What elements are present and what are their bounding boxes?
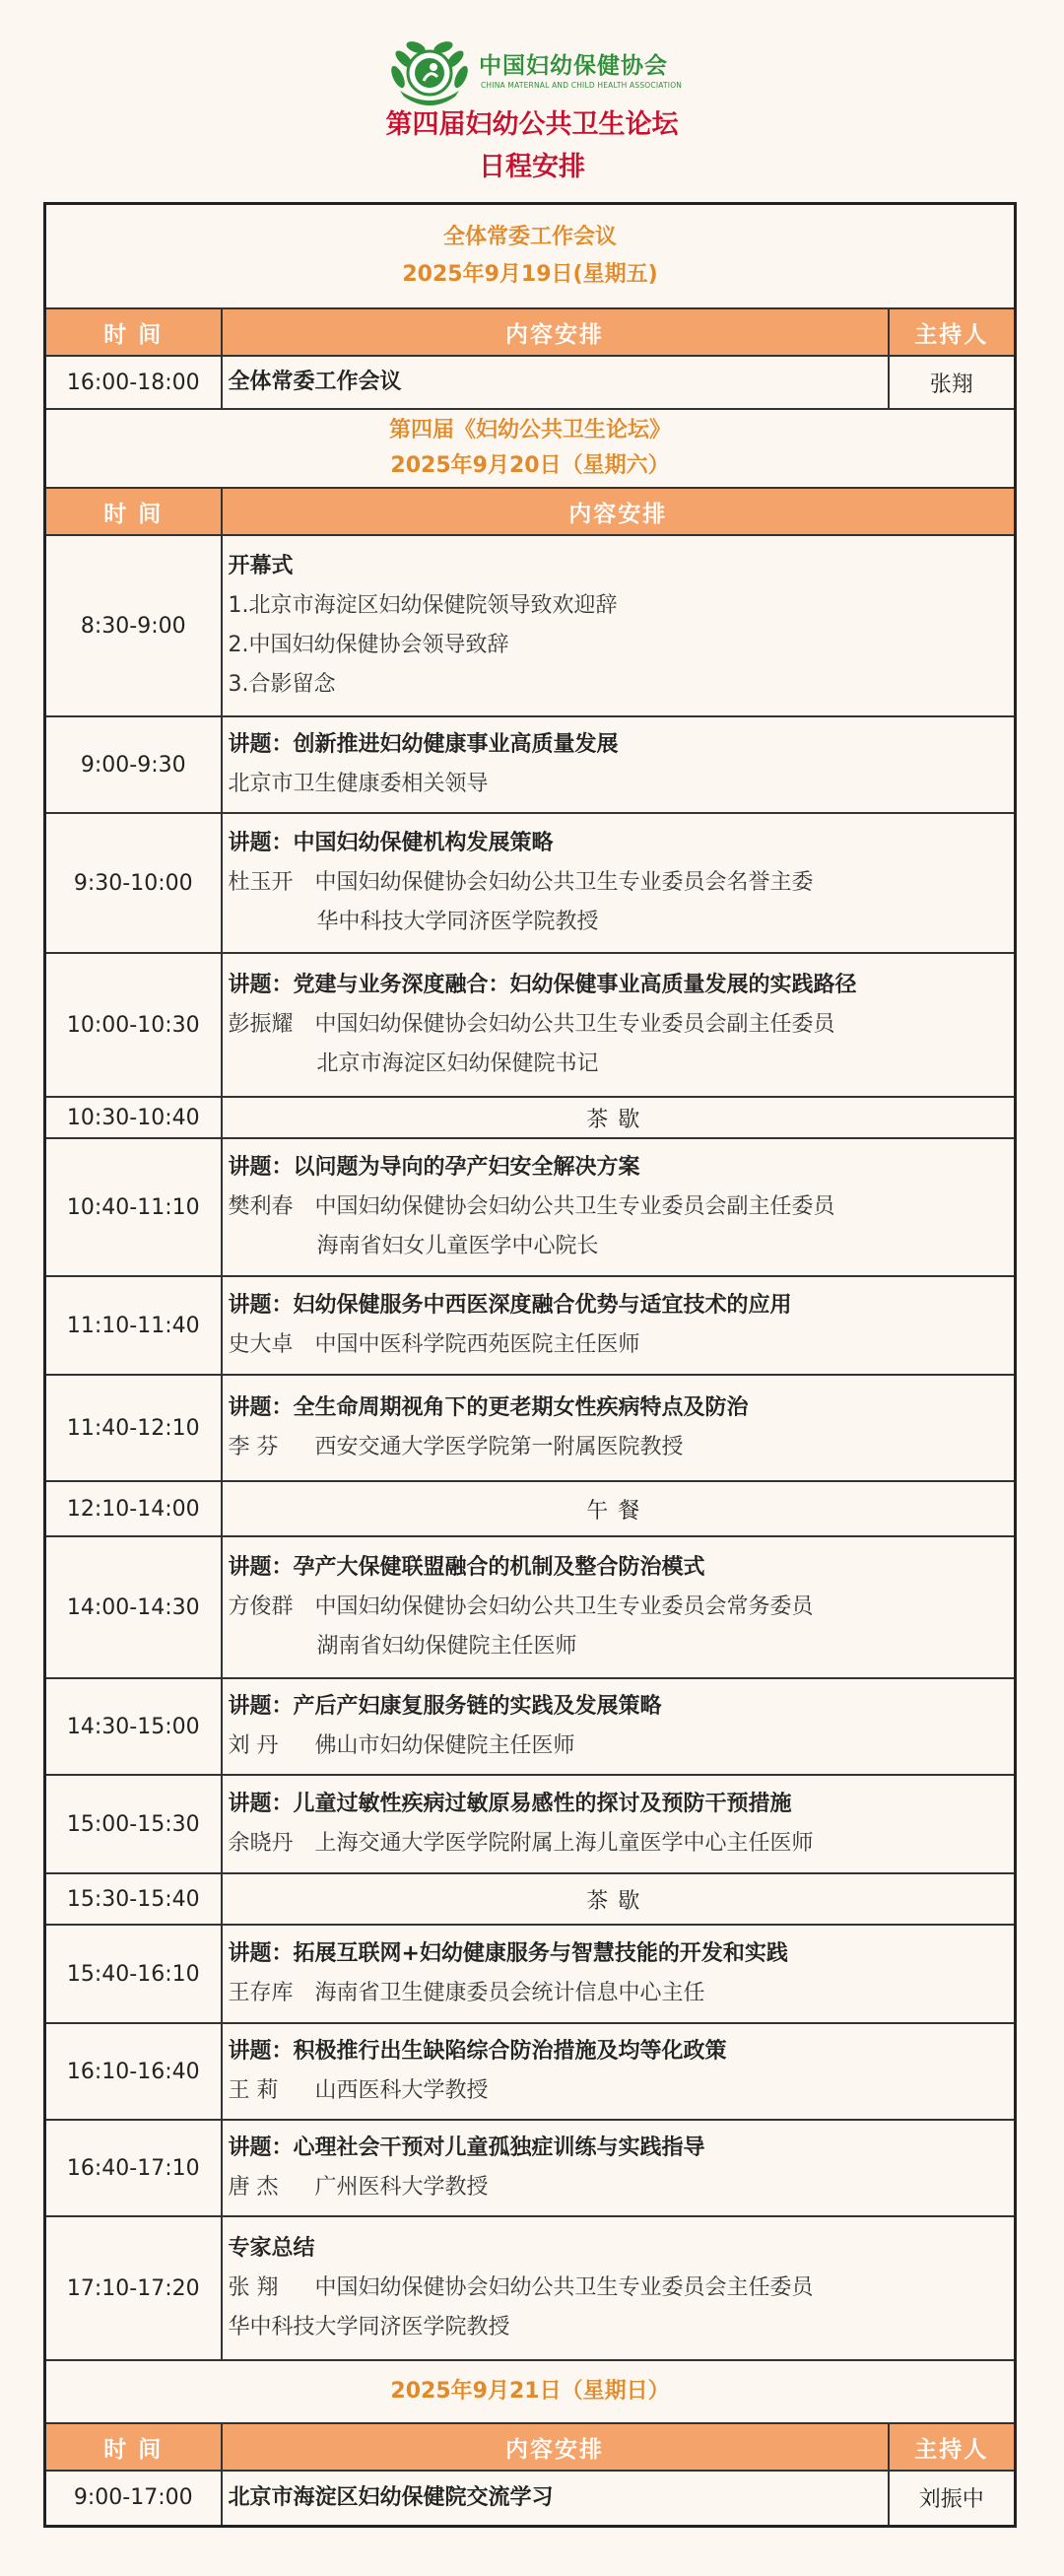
talk-affiliation: 西安交通大学医学院第一附属医院教授 [314, 1435, 684, 1459]
talk-affiliation: 海南省卫生健康委员会统计信息中心主任 [314, 1981, 705, 2005]
table-row [45, 1276, 1016, 1375]
talk-title: 讲题：以问题为导向的孕产妇安全解决方案 [228, 1155, 640, 1180]
break-row [45, 1097, 1016, 1138]
host-cell: 刘振中 [889, 2471, 1016, 2526]
break-label: 茶歇 [222, 1873, 1016, 1925]
speaker-name: 张 翔 [228, 2275, 279, 2300]
table-row [45, 953, 1016, 1097]
section-date: 2025年9月21日（星期日） [390, 2379, 670, 2404]
col-time: 时 间 [45, 308, 222, 356]
table-row [45, 2471, 1016, 2526]
break-label: 茶歇 [222, 1097, 1016, 1138]
time-cell: 9:00-9:30 [45, 716, 222, 813]
speaker-name: 樊利春 [228, 1194, 294, 1219]
content-line: 2.中国妇幼保健协会领导致辞 [228, 633, 509, 657]
col-content: 内容安排 [222, 308, 889, 356]
talk-title: 讲题：积极推行出生缺陷综合防治措施及均等化政策 [228, 2039, 727, 2064]
talk-affiliation: 上海交通大学医学院附属上海儿童医学中心主任医师 [314, 1831, 814, 1856]
talk-title: 讲题：孕产大保健联盟融合的机制及整合防治模式 [228, 1555, 705, 1580]
talk-affiliation: 中国妇幼保健协会妇幼公共卫生专业委员会副主任委员 [314, 1194, 835, 1219]
time-cell: 11:40-12:10 [45, 1375, 222, 1481]
speaker-name: 刘 丹 [228, 1733, 279, 1758]
time-cell: 12:10-14:00 [45, 1481, 222, 1536]
speaker-name: 李 芬 [228, 1435, 279, 1459]
schedule-table [43, 202, 1017, 2528]
talk-affiliation: 北京市海淀区妇幼保健院书记 [316, 1051, 599, 1076]
time-cell: 17:10-17:20 [45, 2216, 222, 2360]
content-title: 北京市海淀区妇幼保健院交流学习 [228, 2484, 554, 2510]
time-cell: 15:00-15:30 [45, 1775, 222, 1873]
table-row [45, 1678, 1016, 1775]
talk-affiliation: 佛山市妇幼保健院主任医师 [314, 1733, 575, 1758]
time-cell: 16:00-18:00 [45, 356, 222, 409]
host-cell: 张翔 [889, 356, 1016, 409]
time-cell: 11:10-11:40 [45, 1276, 222, 1375]
page-subtitle: 日程安排 [479, 152, 585, 182]
section-title: 全体常委工作会议 [442, 225, 617, 249]
time-cell: 10:00-10:30 [45, 953, 222, 1097]
talk-affiliation: 湖南省妇幼保健院主任医师 [316, 1634, 577, 1659]
org-name-cn: 中国妇幼保健协会 [479, 53, 668, 79]
talk-affiliation: 中国妇幼保健协会妇幼公共卫生专业委员会副主任委员 [314, 1012, 835, 1037]
col-host: 主持人 [889, 2423, 1016, 2471]
summary-affiliation: 中国妇幼保健协会妇幼公共卫生专业委员会主任委员 [314, 2275, 814, 2300]
time-cell: 16:40-17:10 [45, 2120, 222, 2216]
page-title: 第四届妇幼公共卫生论坛 [385, 109, 679, 140]
column-header-row [45, 2423, 1016, 2471]
speaker-name: 唐 杰 [228, 2175, 279, 2200]
table-row [45, 2216, 1016, 2360]
table-row [45, 1775, 1016, 1873]
speaker-name: 方俊群 [228, 1594, 294, 1619]
table-row [45, 356, 1016, 409]
talk-title: 讲题：妇幼保健服务中西医深度融合优势与适宜技术的应用 [228, 1293, 792, 1318]
speaker-name: 余晓丹 [228, 1831, 294, 1856]
talk-title: 讲题：产后产妇康复服务链的实践及发展策略 [228, 1694, 662, 1719]
table-row [45, 813, 1016, 953]
time-cell: 16:10-16:40 [45, 2023, 222, 2120]
speaker-name: 杜玉开 [228, 870, 294, 895]
table-row [45, 1925, 1016, 2023]
talk-title: 讲题：全生命周期视角下的更老期女性疾病特点及防治 [228, 1395, 749, 1420]
talk-title: 讲题：创新推进妇幼健康事业高质量发展 [228, 732, 619, 757]
col-time: 时 间 [45, 488, 222, 535]
org-name-en: CHINA MATERNAL AND CHILD HEALTH ASSOCIATION [481, 81, 683, 90]
talk-title: 讲题：心理社会干预对儿童孤独症训练与实践指导 [228, 2135, 705, 2160]
time-cell: 8:30-9:00 [45, 535, 222, 716]
col-time: 时 间 [45, 2423, 222, 2471]
section-title: 第四届《妇幼公共卫生论坛》 [388, 418, 671, 442]
page-header [0, 0, 1064, 202]
column-header-row [45, 308, 1016, 356]
talk-affiliation: 中国妇幼保健协会妇幼公共卫生专业委员会常务委员 [314, 1594, 814, 1619]
content-title: 全体常委工作会议 [228, 370, 402, 394]
talk-affiliation: 海南省妇女儿童医学中心院长 [316, 1234, 599, 1258]
table-row [45, 2023, 1016, 2120]
talk-title: 讲题：拓展互联网+妇幼健康服务与智慧技能的开发和实践 [228, 1941, 788, 1966]
summary-affiliation: 华中科技大学同济医学院教授 [228, 2315, 510, 2339]
talk-affiliation: 山西医科大学教授 [314, 2078, 489, 2103]
time-cell: 10:40-11:10 [45, 1138, 222, 1276]
table-row [45, 535, 1016, 716]
content-line: 3.合影留念 [228, 672, 336, 697]
column-header-row [45, 488, 1016, 535]
break-row [45, 1873, 1016, 1925]
section-header [45, 2360, 1016, 2423]
section-header [45, 204, 1016, 309]
talk-title: 讲题：党建与业务深度融合：妇幼保健事业高质量发展的实践路径 [228, 973, 857, 997]
section-header [45, 409, 1016, 488]
table-row [45, 716, 1016, 813]
table-row [45, 1536, 1016, 1678]
speaker-name: 史大卓 [228, 1332, 294, 1357]
section-date: 2025年9月20日（星期六） [390, 453, 670, 478]
col-content: 内容安排 [222, 488, 1016, 535]
content-line: 1.北京市海淀区妇幼保健院领导致欢迎辞 [228, 593, 618, 618]
talk-affiliation: 广州医科大学教授 [314, 2175, 489, 2200]
break-label: 午餐 [222, 1481, 1016, 1536]
talk-title: 讲题：中国妇幼保健机构发展策略 [228, 831, 554, 855]
summary-title: 专家总结 [228, 2236, 315, 2261]
talk-affiliation: 华中科技大学同济医学院教授 [316, 910, 599, 934]
time-cell: 9:00-17:00 [45, 2471, 222, 2526]
time-cell: 10:30-10:40 [45, 1097, 222, 1138]
content-title: 开幕式 [228, 554, 294, 578]
time-cell: 9:30-10:00 [45, 813, 222, 953]
time-cell: 14:00-14:30 [45, 1536, 222, 1678]
section-date: 2025年9月19日(星期五) [402, 262, 658, 287]
talk-title: 讲题：儿童过敏性疾病过敏原易感性的探讨及预防干预措施 [228, 1792, 792, 1816]
association-logo-icon [386, 34, 473, 112]
time-cell: 15:40-16:10 [45, 1925, 222, 2023]
col-content: 内容安排 [222, 2423, 889, 2471]
col-host: 主持人 [889, 308, 1016, 356]
table-row [45, 1375, 1016, 1481]
talk-affiliation: 中国中医科学院西苑医院主任医师 [314, 1332, 640, 1357]
speaker-name: 王 莉 [228, 2078, 279, 2103]
table-row [45, 2120, 1016, 2216]
break-row [45, 1481, 1016, 1536]
table-row [45, 1138, 1016, 1276]
time-cell: 14:30-15:00 [45, 1678, 222, 1775]
talk-affiliation: 中国妇幼保健协会妇幼公共卫生专业委员会名誉主委 [314, 870, 814, 895]
speaker-name: 王存库 [228, 1981, 294, 2005]
talk-affiliation: 北京市卫生健康委相关领导 [228, 772, 489, 796]
time-cell: 15:30-15:40 [45, 1873, 222, 1925]
speaker-name: 彭振耀 [228, 1012, 294, 1037]
